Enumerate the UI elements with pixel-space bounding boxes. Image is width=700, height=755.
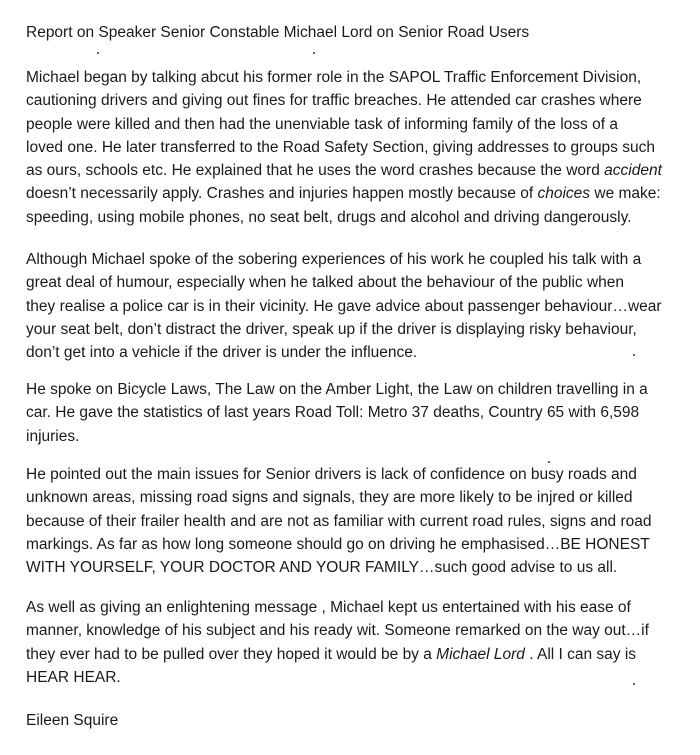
text-line [26, 182, 686, 205]
text-segment: . All I can say is [524, 645, 637, 663]
scan-speck [548, 461, 550, 463]
text-line: great deal of humour, especially when he talked about the behaviour of the public when [26, 274, 625, 292]
scan-speck [313, 52, 315, 54]
text-line: loved one. He later transferred to the Road Safety Section, giving addresses to groups such [26, 138, 655, 156]
text-line: speeding, using mobile phones, no seat belt, drugs and alcohol and driving dangerously. [26, 208, 632, 226]
italic-name-michael-lord: Michael Lord [436, 645, 525, 663]
text-line: HEAR HEAR. [26, 668, 121, 686]
text-line [26, 159, 686, 182]
text-line: markings. As far as how long someone should go on driving he emphasised…BE HONEST [26, 535, 650, 553]
author-signature: Eileen Squire [26, 712, 119, 729]
text-line: WITH YOURSELF, YOUR DOCTOR AND YOUR FAMILY…such good advise to us all. [26, 559, 618, 577]
text-line: car. He gave the statistics of last years Road Toll: Metro 37 deaths, Country 65 with 6,598 [26, 404, 640, 422]
italic-word-choices: choices [537, 185, 591, 203]
scan-speck [97, 52, 99, 54]
text-segment: they ever had to be pulled over they hoped it would be by a [26, 645, 437, 663]
text-segment: we make: [590, 185, 661, 203]
text-line: people were killed and then had the unenviable task of informing family of the loss of a [26, 115, 618, 133]
text-line: cautioning drivers and giving out fines for traffic breaches. He attended car crashes where [26, 92, 642, 110]
paragraph-speaker-background [26, 66, 686, 229]
text-line: unknown areas, missing road signs and signals, they are more likely to be injred or killed [26, 489, 633, 507]
scan-speck [633, 683, 635, 685]
text-line: your seat belt, don’t distract the driver, speak up if the driver is displaying risky behaviour, [26, 320, 637, 338]
text-line: they realise a police car is in their vicinity. He gave advice about passenger behaviour…wear [26, 297, 662, 315]
text-line: injuries. [26, 427, 80, 445]
text-line: Although Michael spoke of the sobering experiences of his work he coupled his talk with a [26, 251, 642, 268]
paragraph-senior-drivers [26, 463, 686, 579]
scan-speck [633, 354, 635, 356]
paragraph-road-toll [26, 378, 686, 448]
text-line: As well as giving an enlightening message , Michael kept us entertained with his ease of [26, 599, 631, 616]
text-line: Michael began by talking abcut his former role in the SAPOL Traffic Enforcement Division, [26, 69, 642, 86]
text-line: manner, knowledge of his subject and his ready wit. Someone remarked on the way out…if [26, 622, 649, 640]
text-line: because of their frailer health and are not as familiar with current road rules, signs and road [26, 512, 652, 530]
text-line: don’t get into a vehicle if the driver is under the influence. [26, 344, 418, 362]
text-line: He spoke on Bicycle Laws, The Law on the Amber Light, the Law on children travelling in a [26, 381, 648, 398]
text-line [26, 643, 686, 666]
paragraph-closing [26, 596, 686, 689]
italic-word-accident: accident [604, 162, 662, 180]
paragraph-humour-advice [26, 248, 686, 364]
report-title: Report on Speaker Senior Constable Michael Lord on Senior Road Users [26, 24, 530, 41]
text-segment: doesn’t necessarily apply. Crashes and injuries happen mostly because of [26, 185, 538, 203]
text-segment: as ours, schools etc. He explained that he uses the word crashes because the word [26, 162, 605, 180]
text-line: He pointed out the main issues for Senior drivers is lack of confidence on busy roads and [26, 466, 637, 483]
